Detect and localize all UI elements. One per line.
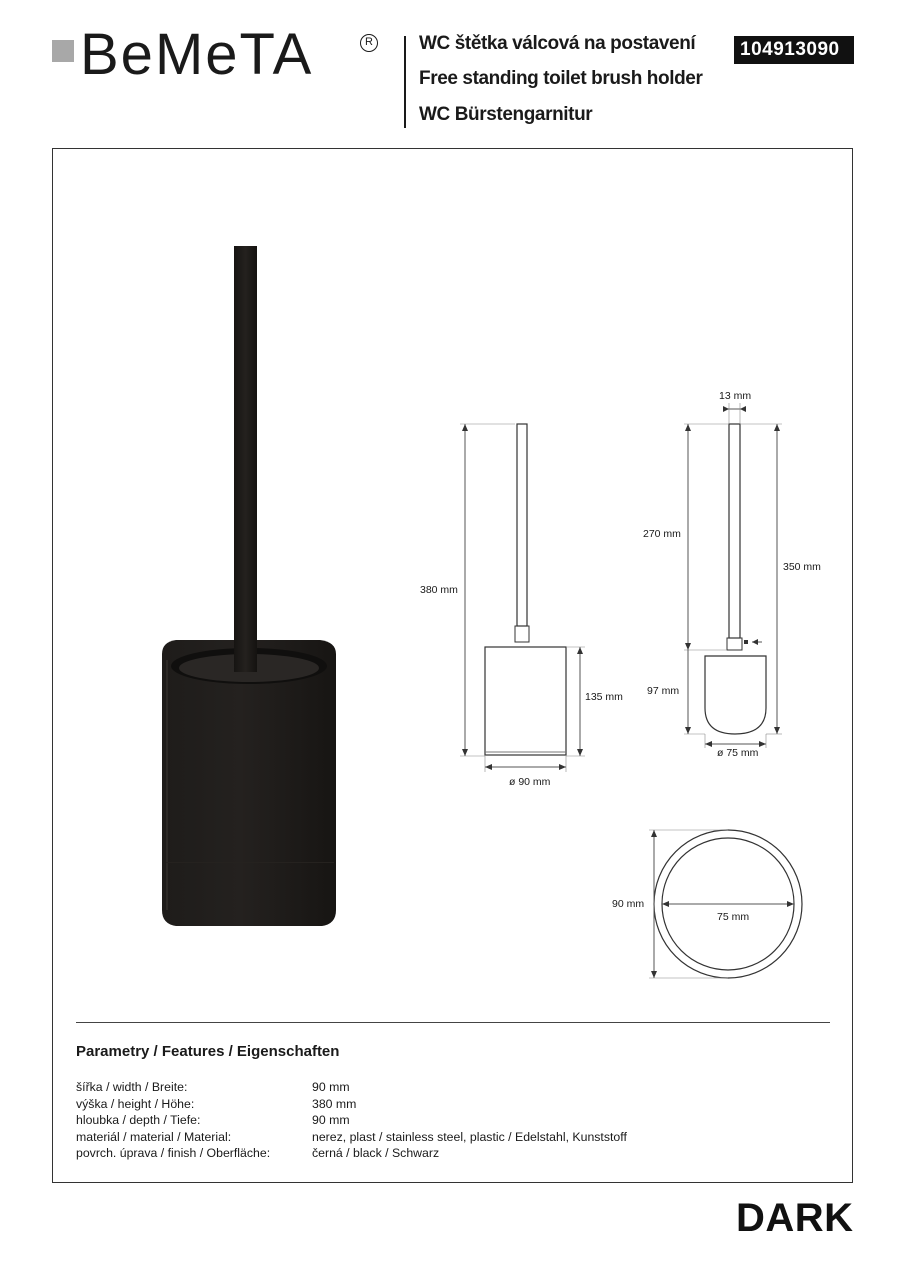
dim-side-head-height: 97 mm xyxy=(647,685,680,697)
product-title-cz: WC štětka válcová na postavení xyxy=(419,33,696,54)
feature-label: povrch. úprava / finish / Oberfläche: xyxy=(76,1146,271,1160)
feature-row-material xyxy=(76,1129,776,1146)
header-divider xyxy=(404,36,406,128)
brush-handle xyxy=(234,246,257,686)
feature-label: hloubka / depth / Tiefe: xyxy=(76,1113,201,1127)
side-view-drawing xyxy=(684,403,782,748)
feature-value: nerez, plast / stainless steel, plastic / Edelstahl, Kunststoff xyxy=(312,1129,627,1144)
top-view-drawing xyxy=(649,830,802,978)
brand-logo: BeMeTA xyxy=(80,22,314,87)
dim-top-outer-diameter: 90 mm xyxy=(612,898,645,910)
product-title-en: Free standing toilet brush holder xyxy=(419,68,703,89)
dim-front-base-diameter: ø 90 mm xyxy=(509,776,551,788)
feature-label: materiál / material / Material: xyxy=(76,1129,232,1144)
feature-row-finish xyxy=(76,1145,776,1162)
feature-label: šířka / width / Breite: xyxy=(76,1080,188,1094)
features-divider xyxy=(76,1022,830,1023)
logo-square-icon xyxy=(52,40,74,62)
dim-top-inner-diameter: 75 mm xyxy=(717,911,750,923)
dim-front-base-height: 135 mm xyxy=(585,691,623,703)
feature-value: černá / black / Schwarz xyxy=(312,1146,440,1160)
product-title-de: WC Bürstengarnitur xyxy=(419,104,593,125)
technical-drawings xyxy=(400,380,860,980)
dim-side-head-diameter: ø 75 mm xyxy=(717,747,759,759)
dim-side-handle-width: 13 mm xyxy=(719,390,752,402)
product-photo xyxy=(100,230,400,950)
feature-row-width xyxy=(76,1079,776,1096)
feature-value: 90 mm xyxy=(312,1113,350,1127)
registered-mark-icon: R xyxy=(360,34,378,52)
feature-row-height xyxy=(76,1096,776,1113)
feature-row-depth xyxy=(76,1112,776,1129)
dim-side-brush-length: 350 mm xyxy=(783,561,821,573)
dim-side-handle-length: 270 mm xyxy=(643,528,681,540)
front-view-drawing xyxy=(460,424,585,772)
feature-value: 90 mm xyxy=(312,1080,350,1094)
feature-value: 380 mm xyxy=(312,1096,357,1111)
product-code-badge: 104913090 xyxy=(734,36,854,64)
dim-front-height: 380 mm xyxy=(420,584,458,596)
features-heading: Parametry / Features / Eigenschaften xyxy=(76,1043,340,1060)
header xyxy=(0,0,905,140)
finish-label: DARK xyxy=(736,1196,854,1240)
feature-label: výška / height / Höhe: xyxy=(76,1096,195,1111)
features-table xyxy=(76,1079,776,1162)
